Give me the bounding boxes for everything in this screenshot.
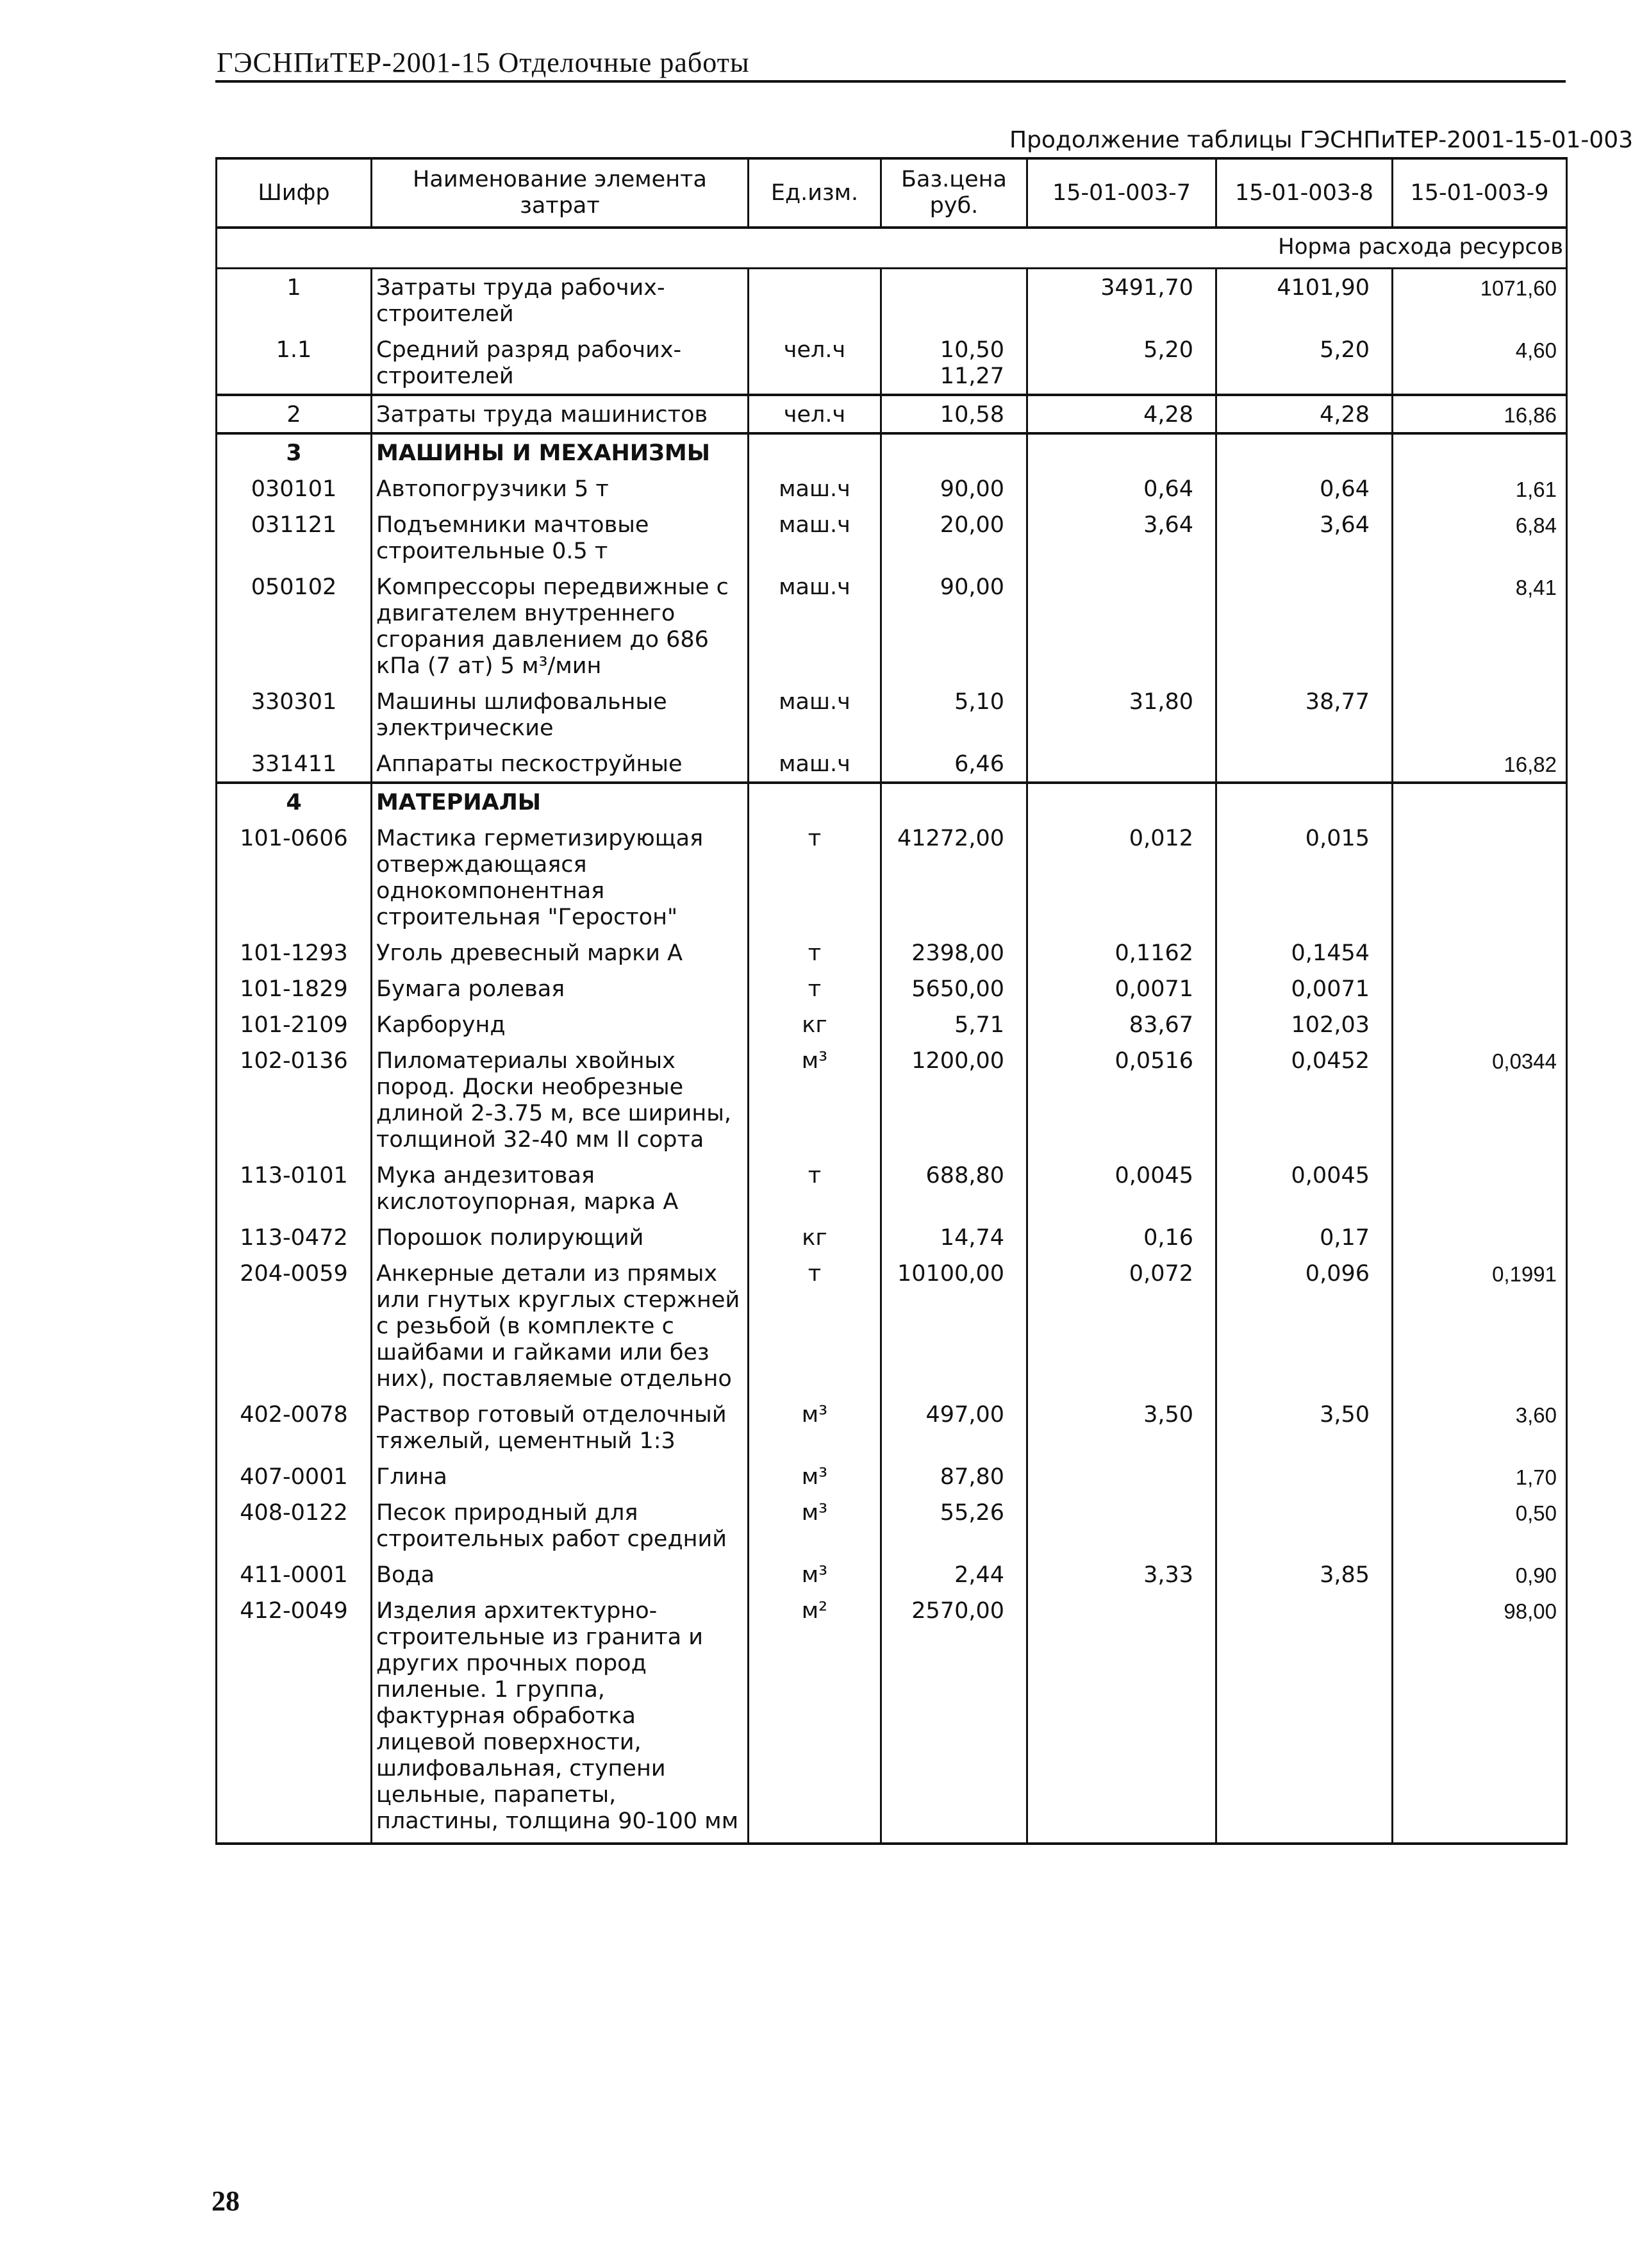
table-row bbox=[217, 1494, 1567, 1556]
table-row bbox=[217, 971, 1567, 1006]
row-price: 6,46 bbox=[881, 746, 1027, 783]
header-col2: 15-01-003-8 bbox=[1216, 158, 1393, 228]
row-code: 330301 bbox=[217, 683, 372, 746]
row-value-col1: 3,33 bbox=[1027, 1556, 1216, 1592]
row-code: 411-0001 bbox=[217, 1556, 372, 1592]
row-value-col1 bbox=[1027, 433, 1216, 471]
row-price bbox=[881, 269, 1027, 332]
row-name: Мастика герметизирующая отверждающаяся однокомпонентная строительная "Геростон" bbox=[372, 820, 749, 935]
header-col1: 15-01-003-7 bbox=[1027, 158, 1216, 228]
table-row bbox=[217, 331, 1567, 395]
row-value-col2: 0,0045 bbox=[1216, 1157, 1393, 1219]
table-continuation-note: Продолжение таблицы ГЭСНПиТЕР-2001-15-01-003 bbox=[1009, 127, 1633, 153]
row-name: Пиломатериалы хвойных пород. Доски необрезные длиной 2-3.75 м, все ширины, толщиной 32-40 мм II сорта bbox=[372, 1042, 749, 1157]
row-unit: м³ bbox=[749, 1494, 881, 1556]
row-value-col2: 4,28 bbox=[1216, 395, 1393, 433]
row-unit: кг bbox=[749, 1219, 881, 1255]
row-price bbox=[881, 783, 1027, 820]
row-price: 5,10 bbox=[881, 683, 1027, 746]
row-price: 2570,00 bbox=[881, 1592, 1027, 1844]
row-code: 101-0606 bbox=[217, 820, 372, 935]
row-code: 113-0101 bbox=[217, 1157, 372, 1219]
row-value-col1: 0,0071 bbox=[1027, 971, 1216, 1006]
row-unit: маш.ч bbox=[749, 569, 881, 683]
row-price: 90,00 bbox=[881, 471, 1027, 506]
row-value-col1: 3491,70 bbox=[1027, 269, 1216, 332]
row-value-col2: 3,50 bbox=[1216, 1396, 1393, 1458]
table-row bbox=[217, 820, 1567, 935]
row-value-col3: 0,0344 bbox=[1393, 1042, 1567, 1157]
row-code: 113-0472 bbox=[217, 1219, 372, 1255]
row-code: 331411 bbox=[217, 746, 372, 783]
row-value-col3: 1,61 bbox=[1393, 471, 1567, 506]
row-value-col1: 3,64 bbox=[1027, 506, 1216, 569]
row-unit: т bbox=[749, 1255, 881, 1396]
row-price: 5,71 bbox=[881, 1006, 1027, 1042]
row-value-col3: 16,86 bbox=[1393, 395, 1567, 433]
row-value-col2: 0,0071 bbox=[1216, 971, 1393, 1006]
row-value-col1 bbox=[1027, 569, 1216, 683]
row-name: Затраты труда машинистов bbox=[372, 395, 749, 433]
row-unit bbox=[749, 783, 881, 820]
row-unit: м² bbox=[749, 1592, 881, 1844]
row-code: 3 bbox=[217, 433, 372, 471]
row-value-col2: 0,096 bbox=[1216, 1255, 1393, 1396]
row-value-col2: 38,77 bbox=[1216, 683, 1393, 746]
row-code: 204-0059 bbox=[217, 1255, 372, 1396]
table-row bbox=[217, 683, 1567, 746]
row-code: 412-0049 bbox=[217, 1592, 372, 1844]
header-col3: 15-01-003-9 bbox=[1393, 158, 1567, 228]
row-value-col3 bbox=[1393, 783, 1567, 820]
row-code: 407-0001 bbox=[217, 1458, 372, 1494]
row-name: Уголь древесный марки А bbox=[372, 935, 749, 971]
row-value-col1 bbox=[1027, 1592, 1216, 1844]
row-value-col1: 5,20 bbox=[1027, 331, 1216, 395]
row-value-col3: 1,70 bbox=[1393, 1458, 1567, 1494]
row-value-col2: 0,015 bbox=[1216, 820, 1393, 935]
row-name: Анкерные детали из прямых или гнутых круглых стержней с резьбой (в комплекте с шайбами и гайками или без них), поставляемые отдельно bbox=[372, 1255, 749, 1396]
table-row bbox=[217, 1042, 1567, 1157]
row-code: 402-0078 bbox=[217, 1396, 372, 1458]
row-value-col2 bbox=[1216, 433, 1393, 471]
row-name: Бумага ролевая bbox=[372, 971, 749, 1006]
row-value-col1 bbox=[1027, 1458, 1216, 1494]
row-unit: т bbox=[749, 820, 881, 935]
row-unit: м³ bbox=[749, 1556, 881, 1592]
row-value-col1: 0,012 bbox=[1027, 820, 1216, 935]
page-number: 28 bbox=[211, 2185, 240, 2217]
row-price: 20,00 bbox=[881, 506, 1027, 569]
row-value-col3 bbox=[1393, 1157, 1567, 1219]
row-unit: чел.ч bbox=[749, 331, 881, 395]
row-price: 55,26 bbox=[881, 1494, 1027, 1556]
row-price bbox=[881, 433, 1027, 471]
row-price: 5650,00 bbox=[881, 971, 1027, 1006]
row-unit: маш.ч bbox=[749, 746, 881, 783]
row-value-col3: 0,90 bbox=[1393, 1556, 1567, 1592]
row-value-col3: 4,60 bbox=[1393, 331, 1567, 395]
row-value-col1: 3,50 bbox=[1027, 1396, 1216, 1458]
row-code: 030101 bbox=[217, 471, 372, 506]
row-value-col2: 0,0452 bbox=[1216, 1042, 1393, 1157]
row-name: Затраты труда рабочих-строителей bbox=[372, 269, 749, 332]
row-value-col1: 0,0516 bbox=[1027, 1042, 1216, 1157]
row-value-col3: 16,82 bbox=[1393, 746, 1567, 783]
row-value-col1: 0,16 bbox=[1027, 1219, 1216, 1255]
row-value-col1: 0,0045 bbox=[1027, 1157, 1216, 1219]
row-value-col1: 0,64 bbox=[1027, 471, 1216, 506]
row-code: 102-0136 bbox=[217, 1042, 372, 1157]
row-name: Подъемники мачтовые строительные 0.5 т bbox=[372, 506, 749, 569]
row-code: 101-2109 bbox=[217, 1006, 372, 1042]
row-price: 87,80 bbox=[881, 1458, 1027, 1494]
row-unit bbox=[749, 433, 881, 471]
row-value-col3: 3,60 bbox=[1393, 1396, 1567, 1458]
table-row bbox=[217, 433, 1567, 471]
row-unit: маш.ч bbox=[749, 506, 881, 569]
running-head: ГЭСНПиТЕР-2001-15 Отделочные работы bbox=[217, 47, 750, 78]
row-code: 1 bbox=[217, 269, 372, 332]
table-row bbox=[217, 1396, 1567, 1458]
row-price: 497,00 bbox=[881, 1396, 1027, 1458]
row-value-col1: 83,67 bbox=[1027, 1006, 1216, 1042]
table-row bbox=[217, 269, 1567, 332]
row-unit: т bbox=[749, 971, 881, 1006]
row-value-col3 bbox=[1393, 971, 1567, 1006]
row-unit: маш.ч bbox=[749, 471, 881, 506]
row-code: 1.1 bbox=[217, 331, 372, 395]
row-value-col1 bbox=[1027, 783, 1216, 820]
table-header-row bbox=[217, 158, 1567, 228]
row-name: Автопогрузчики 5 т bbox=[372, 471, 749, 506]
header-unit: Ед.изм. bbox=[749, 158, 881, 228]
row-value-col1: 4,28 bbox=[1027, 395, 1216, 433]
row-value-col2: 0,64 bbox=[1216, 471, 1393, 506]
row-code: 031121 bbox=[217, 506, 372, 569]
row-unit: маш.ч bbox=[749, 683, 881, 746]
row-name: Мука андезитовая кислотоупорная, марка А bbox=[372, 1157, 749, 1219]
row-value-col3: 8,41 bbox=[1393, 569, 1567, 683]
row-price: 10,50 11,27 bbox=[881, 331, 1027, 395]
row-name: МАТЕРИАЛЫ bbox=[372, 783, 749, 820]
row-name: Раствор готовый отделочный тяжелый, цементный 1:3 bbox=[372, 1396, 749, 1458]
resource-norms-table bbox=[215, 157, 1568, 1845]
header-code: Шифр bbox=[217, 158, 372, 228]
row-value-col3 bbox=[1393, 683, 1567, 746]
table-row bbox=[217, 746, 1567, 783]
table-row bbox=[217, 1592, 1567, 1844]
table-row bbox=[217, 1556, 1567, 1592]
row-code: 2 bbox=[217, 395, 372, 433]
row-unit: м³ bbox=[749, 1396, 881, 1458]
row-unit: кг bbox=[749, 1006, 881, 1042]
row-name: Порошок полирующий bbox=[372, 1219, 749, 1255]
table-row bbox=[217, 1255, 1567, 1396]
row-unit: т bbox=[749, 935, 881, 971]
row-value-col3: 0,1991 bbox=[1393, 1255, 1567, 1396]
row-value-col3 bbox=[1393, 935, 1567, 971]
row-value-col1: 0,1162 bbox=[1027, 935, 1216, 971]
row-name: Изделия архитектурно-строительные из гранита и других прочных пород пиленые. 1 группа, фактурная обработка лицевой поверхности, шлифовальная, ступени цельные, парапеты, пластины, толщина 90-100 мм bbox=[372, 1592, 749, 1844]
row-unit: м³ bbox=[749, 1042, 881, 1157]
row-price: 2,44 bbox=[881, 1556, 1027, 1592]
row-value-col2: 102,03 bbox=[1216, 1006, 1393, 1042]
row-unit: т bbox=[749, 1157, 881, 1219]
row-price: 10,58 bbox=[881, 395, 1027, 433]
row-price: 2398,00 bbox=[881, 935, 1027, 971]
row-value-col2 bbox=[1216, 1458, 1393, 1494]
row-price: 14,74 bbox=[881, 1219, 1027, 1255]
row-unit bbox=[749, 269, 881, 332]
table-row bbox=[217, 395, 1567, 433]
row-price: 10100,00 bbox=[881, 1255, 1027, 1396]
row-price: 688,80 bbox=[881, 1157, 1027, 1219]
header-rule bbox=[215, 80, 1566, 83]
row-value-col2 bbox=[1216, 746, 1393, 783]
row-value-col3 bbox=[1393, 433, 1567, 471]
row-value-col2: 4101,90 bbox=[1216, 269, 1393, 332]
row-value-col2: 0,17 bbox=[1216, 1219, 1393, 1255]
row-name: Карборунд bbox=[372, 1006, 749, 1042]
row-name: Вода bbox=[372, 1556, 749, 1592]
row-value-col1 bbox=[1027, 746, 1216, 783]
table-row bbox=[217, 471, 1567, 506]
row-value-col2: 3,85 bbox=[1216, 1556, 1393, 1592]
row-unit: м³ bbox=[749, 1458, 881, 1494]
table-row bbox=[217, 1006, 1567, 1042]
row-value-col1: 31,80 bbox=[1027, 683, 1216, 746]
header-price: Баз.цена руб. bbox=[881, 158, 1027, 228]
row-name: Аппараты пескоструйные bbox=[372, 746, 749, 783]
row-price: 90,00 bbox=[881, 569, 1027, 683]
row-value-col1 bbox=[1027, 1494, 1216, 1556]
row-name: Компрессоры передвижные с двигателем внутреннего сгорания давлением до 686 кПа (7 ат) 5 м³/мин bbox=[372, 569, 749, 683]
row-value-col3 bbox=[1393, 820, 1567, 935]
row-price: 41272,00 bbox=[881, 820, 1027, 935]
row-code: 101-1293 bbox=[217, 935, 372, 971]
row-value-col3: 1071,60 bbox=[1393, 269, 1567, 332]
row-value-col3: 0,50 bbox=[1393, 1494, 1567, 1556]
row-value-col2: 5,20 bbox=[1216, 331, 1393, 395]
row-name: Машины шлифовальные электрические bbox=[372, 683, 749, 746]
row-value-col2 bbox=[1216, 783, 1393, 820]
row-value-col1: 0,072 bbox=[1027, 1255, 1216, 1396]
header-name: Наименование элемента затрат bbox=[372, 158, 749, 228]
row-value-col3 bbox=[1393, 1219, 1567, 1255]
table-row bbox=[217, 506, 1567, 569]
norm-label-row bbox=[217, 228, 1567, 269]
row-name: Глина bbox=[372, 1458, 749, 1494]
table-row bbox=[217, 569, 1567, 683]
row-price: 1200,00 bbox=[881, 1042, 1027, 1157]
row-value-col2 bbox=[1216, 1592, 1393, 1844]
table-body bbox=[217, 269, 1567, 1844]
row-value-col3: 6,84 bbox=[1393, 506, 1567, 569]
row-code: 4 bbox=[217, 783, 372, 820]
row-code: 050102 bbox=[217, 569, 372, 683]
row-name: МАШИНЫ И МЕХАНИЗМЫ bbox=[372, 433, 749, 471]
table-row bbox=[217, 1157, 1567, 1219]
row-value-col2 bbox=[1216, 1494, 1393, 1556]
table-row bbox=[217, 935, 1567, 971]
row-name: Песок природный для строительных работ средний bbox=[372, 1494, 749, 1556]
table-row bbox=[217, 1219, 1567, 1255]
row-code: 408-0122 bbox=[217, 1494, 372, 1556]
norm-label: Норма расхода ресурсов bbox=[217, 228, 1567, 269]
row-name: Средний разряд рабочих-строителей bbox=[372, 331, 749, 395]
row-value-col3: 98,00 bbox=[1393, 1592, 1567, 1844]
row-value-col2: 0,1454 bbox=[1216, 935, 1393, 971]
table-row bbox=[217, 1458, 1567, 1494]
row-value-col3 bbox=[1393, 1006, 1567, 1042]
table-row bbox=[217, 783, 1567, 820]
row-value-col2: 3,64 bbox=[1216, 506, 1393, 569]
row-unit: чел.ч bbox=[749, 395, 881, 433]
row-code: 101-1829 bbox=[217, 971, 372, 1006]
row-value-col2 bbox=[1216, 569, 1393, 683]
